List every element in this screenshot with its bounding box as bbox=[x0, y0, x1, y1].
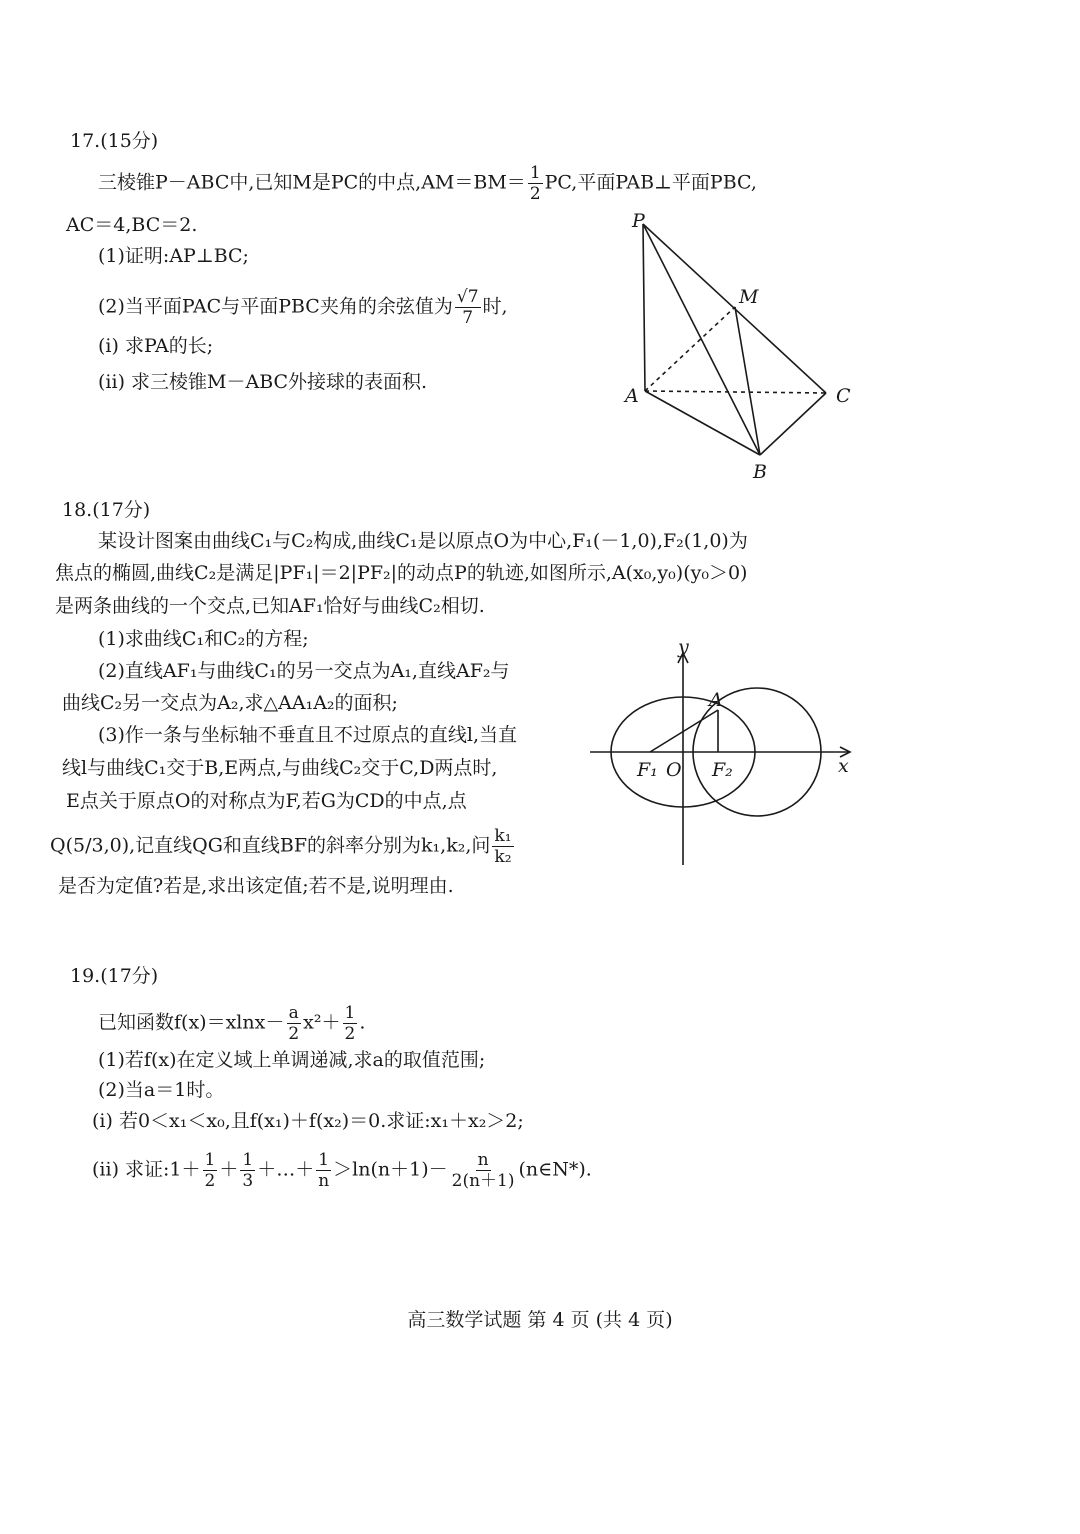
label-y: y bbox=[678, 636, 689, 658]
q19-subpart-ii bbox=[92, 1150, 592, 1191]
q19-fraction-1-3 bbox=[240, 1150, 255, 1191]
label-A: A bbox=[625, 385, 639, 407]
fraction-denominator: 2 bbox=[529, 184, 541, 204]
q18-statement-line3: 是两条曲线的一个交点,已知AF₁恰好与曲线C₂相切. bbox=[55, 595, 485, 617]
fraction-denominator: k₂ bbox=[494, 847, 512, 867]
q19-subpart-i: (i) 若0＜x₁＜x₀,且f(x₁)＋f(x₂)＝0.求证:x₁＋x₂＞2; bbox=[92, 1110, 524, 1132]
q19-function-def bbox=[98, 1003, 365, 1044]
segment-F1A bbox=[650, 710, 718, 752]
q17-text: (2)当平面PAC与平面PBC夹角的余弦值为 bbox=[98, 295, 453, 318]
q18-text: Q(5/3,0),记直线QG和直线BF的斜率分别为k₁,k₂,问 bbox=[50, 834, 491, 857]
fraction-denominator: 2(n＋1) bbox=[451, 1171, 515, 1191]
q19-text: ＞ln(n＋1)－ bbox=[333, 1158, 448, 1181]
fraction-numerator: 1 bbox=[242, 1150, 254, 1170]
q18-part3-line1: (3)作一条与坐标轴不垂直且不过原点的直线l,当直 bbox=[98, 724, 518, 746]
fraction-denominator: n bbox=[318, 1171, 330, 1191]
fraction-denominator: 2 bbox=[288, 1024, 300, 1044]
q19-text: (ii) 求证:1＋ bbox=[92, 1158, 201, 1181]
q18-part1: (1)求曲线C₁和C₂的方程; bbox=[98, 628, 309, 650]
q19-fraction-a-over-2 bbox=[286, 1003, 301, 1044]
page-footer: 高三数学试题 第 4 页 (共 4 页) bbox=[407, 1309, 673, 1331]
q18-statement-line1: 某设计图案由曲线C₁与C₂构成,曲线C₁是以原点O为中心,F₁(－1,0),F₂(1,0)为 bbox=[98, 530, 748, 552]
q19-text: . bbox=[359, 1011, 366, 1034]
q18-part3-line3: E点关于原点O的对称点为F,若G为CD的中点,点 bbox=[66, 790, 467, 812]
q19-part2: (2)当a＝1时。 bbox=[98, 1079, 225, 1101]
label-x: x bbox=[838, 755, 849, 777]
q19-part1: (1)若f(x)在定义域上单调递减,求a的取值范围; bbox=[98, 1049, 486, 1071]
fraction-denominator: 2 bbox=[344, 1024, 356, 1044]
fraction-denominator: 2 bbox=[204, 1171, 216, 1191]
label-O: O bbox=[666, 759, 682, 781]
label-C: C bbox=[836, 385, 851, 407]
fraction-numerator: k₁ bbox=[494, 826, 512, 846]
fraction-denominator: 3 bbox=[242, 1171, 254, 1191]
fraction-denominator: 7 bbox=[462, 308, 474, 328]
q19-fraction-1-2 bbox=[203, 1150, 218, 1191]
q18-part3-line5: 是否为定值?若是,求出该定值;若不是,说明理由. bbox=[58, 875, 454, 897]
fraction-numerator: 1 bbox=[318, 1150, 330, 1170]
label-P: P bbox=[632, 210, 645, 232]
q19-text: ＋ bbox=[219, 1158, 239, 1181]
fraction-numerator: √7 bbox=[456, 287, 479, 307]
q17-text: 时, bbox=[482, 295, 508, 318]
q17-subpart-i: (i) 求PA的长; bbox=[98, 335, 214, 357]
q19-text: (n∈N*). bbox=[518, 1158, 592, 1181]
q18-part2-line2: 曲线C₂另一交点为A₂,求△AA₁A₂的面积; bbox=[62, 692, 398, 714]
q18-part3-line2: 线l与曲线C₁交于B,E两点,与曲线C₂交于C,D两点时, bbox=[62, 757, 498, 779]
label-B: B bbox=[753, 461, 767, 483]
fraction-numerator: 1 bbox=[529, 163, 541, 183]
q19-fraction-half bbox=[343, 1003, 358, 1044]
q18-heading: 18.(17分) bbox=[62, 499, 151, 521]
label-F2: F₂ bbox=[712, 759, 733, 781]
q17-text: PC,平面PAB⊥平面PBC, bbox=[544, 171, 757, 194]
q19-text: ＋…＋ bbox=[257, 1158, 315, 1181]
q17-heading: 17.(15分) bbox=[70, 130, 159, 152]
fraction-numerator: a bbox=[288, 1003, 299, 1023]
fraction-numerator: 1 bbox=[204, 1150, 216, 1170]
label-M: M bbox=[739, 286, 759, 308]
q17-subpart-ii: (ii) 求三棱锥M－ABC外接球的表面积. bbox=[98, 371, 428, 393]
label-F1: F₁ bbox=[637, 759, 658, 781]
label-A: A bbox=[709, 689, 723, 711]
q19-fraction-1-n bbox=[316, 1150, 331, 1191]
q19-fraction-n-over-2n1 bbox=[450, 1150, 517, 1191]
q19-text: 已知函数f(x)＝xlnx－ bbox=[98, 1011, 285, 1034]
q17-text: 三棱锥P－ABC中,已知M是PC的中点,AM＝BM＝ bbox=[98, 171, 526, 194]
q18-part2-line1: (2)直线AF₁与曲线C₁的另一交点为A₁,直线AF₂与 bbox=[98, 660, 510, 682]
fraction-numerator: 1 bbox=[344, 1003, 356, 1023]
q17-part1: (1)证明:AP⊥BC; bbox=[98, 245, 249, 267]
q17-statement-line2: AC＝4,BC＝2. bbox=[66, 214, 198, 236]
q19-heading: 19.(17分) bbox=[70, 965, 159, 987]
fraction-numerator: n bbox=[477, 1150, 489, 1170]
q19-text: x²＋ bbox=[303, 1011, 341, 1034]
q18-statement-line2: 焦点的椭圆,曲线C₂是满足|PF₁|＝2|PF₂|的动点P的轨迹,如图所示,A(x₀,y₀)(y₀＞0) bbox=[55, 562, 748, 584]
